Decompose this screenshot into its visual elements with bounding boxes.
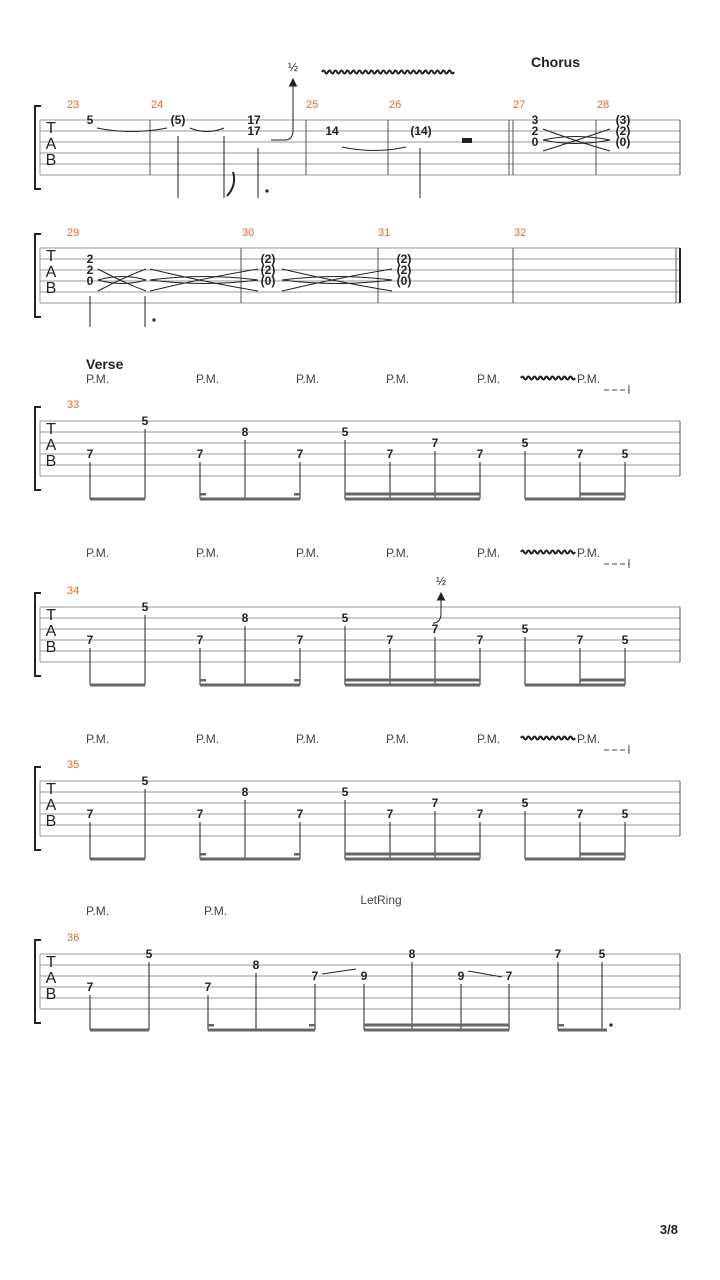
palm-mute-marker: P.M. [577,732,601,746]
palm-mute-marker: P.M. [86,732,110,746]
fret-number: 9 [360,969,368,983]
palm-mute-marker: P.M. [577,546,601,560]
tab-clef-b: B [45,639,57,656]
fret-number: 0 [86,274,94,288]
beam [90,858,145,861]
fret-number: 2 [86,252,94,266]
fret-number: 7 [86,980,94,994]
palm-mute-marker: P.M. [86,546,110,560]
fret-number: 0 [531,135,539,149]
beam [345,684,480,687]
bend-arrow [290,79,297,86]
beam-stub [208,1024,214,1027]
fret-number: 5 [621,447,629,461]
fret-number: 5 [141,774,149,788]
tab-clef-t: T [46,248,56,265]
palm-mute-marker: P.M. [196,732,220,746]
beam [580,853,625,856]
beam-stub [294,679,300,682]
fret-number: 7 [386,447,394,461]
fret-number: 2 [86,263,94,277]
beam [345,493,480,496]
palm-mute-marker: P.M. [86,372,110,386]
beam [90,684,145,687]
dot [152,318,155,321]
fret-number: 5 [621,807,629,821]
measure-number: 24 [151,99,164,111]
measure-number: 26 [389,99,402,111]
measure-number: 34 [67,585,80,597]
tab-clef-a: A [45,136,57,153]
beam [364,1029,509,1032]
slide [322,969,356,974]
fret-number: (14) [410,124,432,138]
beam [345,679,480,682]
measure-number: 31 [378,227,391,239]
fret-number: 5 [141,600,149,614]
tab-clef-t: T [46,781,56,798]
palm-mute-marker: P.M. [296,372,320,386]
fret-number: 3 [531,113,539,127]
fret-number: 2 [531,124,539,138]
measure-number: 32 [514,227,527,239]
beam-stub [558,1024,564,1027]
fret-number: (0) [260,274,276,288]
fret-number: 8 [408,947,416,961]
bend-label: ½ [435,574,447,588]
measure-number: 23 [67,99,80,111]
fret-number: (3) [615,113,631,127]
fret-number: 5 [141,414,149,428]
beam-stub [294,853,300,856]
tab-clef-b: B [45,813,57,830]
fret-number: 5 [521,796,529,810]
beam [90,1029,149,1032]
fret-number: 7 [386,807,394,821]
fret-number: 8 [252,958,260,972]
tab-clef-b: B [45,152,57,169]
beam [345,498,480,501]
fret-number: 9 [457,969,465,983]
bend-curve [433,599,441,623]
tie [543,137,610,141]
palm-mute-marker: P.M. [477,732,501,746]
tab-clef-a: A [45,970,57,987]
fret-number: 5 [145,947,153,961]
tie [342,147,406,151]
tab-clef-t: T [46,954,56,971]
fret-number: (5) [170,113,186,127]
bend-label: ½ [287,60,299,74]
bend-arrow [438,593,445,600]
fret-number: 7 [505,969,513,983]
fret-number: 7 [554,947,562,961]
palm-mute-marker: P.M. [386,546,410,560]
beam [200,858,300,861]
fret-number: 8 [241,425,249,439]
beam [525,684,625,687]
vibrato-marker [521,737,575,740]
page-number: 3/8 [659,1222,678,1237]
palm-mute-marker: P.M. [477,546,501,560]
palm-mute-marker: P.M. [477,372,501,386]
tab-clef-a: A [45,437,57,454]
palm-mute-marker: P.M. [577,372,601,386]
tab-clef-t: T [46,421,56,438]
beam-stub [294,493,300,496]
beam [90,498,145,501]
fret-number: (2) [260,263,276,277]
beam-stub [200,493,206,496]
measure-number: 30 [242,227,255,239]
dot [265,189,268,192]
fret-number: 17 [247,113,261,127]
palm-mute-marker: P.M. [296,546,320,560]
fret-number: 8 [241,785,249,799]
tab-clef-a: A [45,623,57,640]
palm-mute-marker: P.M. [86,904,110,918]
measure-number: 36 [67,932,80,944]
fret-number: 8 [241,611,249,625]
flag [227,172,234,196]
beam [208,1029,315,1032]
fret-number: 5 [521,436,529,450]
tab-clef-b: B [45,453,57,470]
fret-number: (2) [396,252,412,266]
bend-curve [271,85,293,140]
vibrato-marker [322,71,454,74]
beam-stub [309,1024,315,1027]
fret-number: 7 [576,633,584,647]
tab-clef-b: B [45,280,57,297]
beam [525,498,625,501]
fret-number: 5 [341,611,349,625]
fret-number: 7 [576,447,584,461]
measure-number: 25 [306,99,319,111]
fret-number: 7 [196,807,204,821]
fret-number: 7 [296,447,304,461]
fret-number: 7 [476,447,484,461]
fret-number: 7 [296,807,304,821]
fret-number: 5 [86,113,94,127]
beam [580,493,625,496]
beam [558,1029,607,1032]
beam [200,684,300,687]
fret-number: 7 [204,980,212,994]
fret-number: 7 [86,807,94,821]
fret-number: 7 [476,807,484,821]
palm-mute-marker: P.M. [204,904,228,918]
vibrato-marker [521,377,575,380]
beam [200,498,300,501]
beam-stub [200,853,206,856]
fret-number: 7 [431,796,439,810]
measure-number: 29 [67,227,80,239]
fret-number: (0) [615,135,631,149]
section-chorus: Chorus [531,54,580,70]
fret-number: 7 [296,633,304,647]
tab-clef-b: B [45,986,57,1003]
palm-mute-marker: P.M. [196,546,220,560]
fret-number: 7 [86,633,94,647]
measure-number: 35 [67,759,80,771]
fret-number: (2) [615,124,631,138]
fret-number: 7 [86,447,94,461]
palm-mute-marker: P.M. [386,732,410,746]
measure-number: 33 [67,399,80,411]
tab-clef-t: T [46,120,56,137]
beam [345,858,480,861]
fret-number: 5 [341,425,349,439]
fret-number: 17 [247,124,261,138]
beam-stub [200,679,206,682]
half-rest [462,138,472,143]
measure-number: 27 [513,99,526,111]
beam [525,858,625,861]
fret-number: 5 [621,633,629,647]
palm-mute-marker: P.M. [196,372,220,386]
fret-number: (2) [260,252,276,266]
fret-number: 7 [431,436,439,450]
beam [345,853,480,856]
measure-number: 28 [597,99,610,111]
fret-number: (0) [396,274,412,288]
palm-mute-marker: P.M. [386,372,410,386]
fret-number: 7 [386,633,394,647]
fret-number: 7 [196,447,204,461]
let-ring-marker: LetRing [360,893,402,907]
vibrato-marker [521,551,575,554]
tab-clef-a: A [45,797,57,814]
tab-clef-t: T [46,607,56,624]
fret-number: 14 [325,124,339,138]
dot [609,1023,612,1026]
fret-number: 5 [521,622,529,636]
palm-mute-marker: P.M. [296,732,320,746]
fret-number: 7 [576,807,584,821]
fret-number: 7 [311,969,319,983]
fret-number: 5 [341,785,349,799]
fret-number: 7 [476,633,484,647]
fret-number: 5 [598,947,606,961]
beam [364,1024,509,1027]
fret-number: 7 [431,622,439,636]
beam [580,679,625,682]
fret-number: 7 [196,633,204,647]
section-verse: Verse [86,356,124,372]
tab-clef-a: A [45,264,57,281]
fret-number: (2) [396,263,412,277]
